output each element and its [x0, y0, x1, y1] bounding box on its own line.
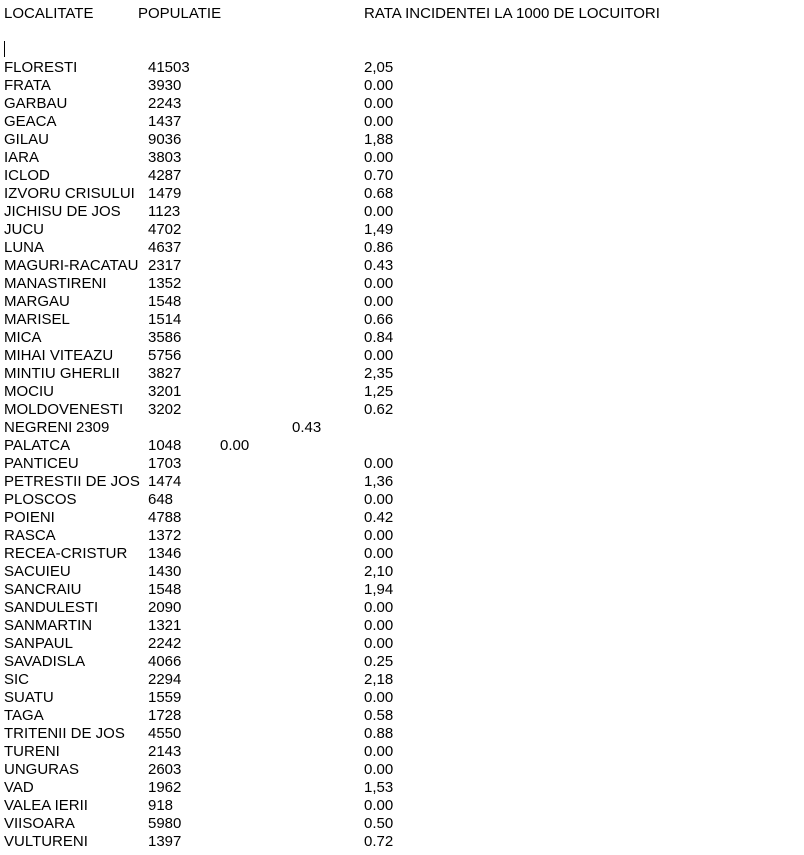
table-row [0, 797, 804, 815]
localitate-cell: IARA [4, 149, 40, 166]
rata-cell: 1,36 [364, 473, 394, 490]
localitate-cell: MICA [4, 329, 42, 346]
table-row [0, 401, 804, 419]
header-localitate: LOCALITATE [4, 5, 94, 22]
localitate-cell: SUATU [4, 689, 54, 706]
table-row [0, 635, 804, 653]
localitate-cell: MINTIU GHERLII [4, 365, 120, 382]
rata-cell: 0.00 [364, 293, 394, 310]
populatie-cell: 4287 [148, 167, 182, 184]
rata-cell: 0.00 [364, 797, 394, 814]
localitate-cell: VIISOARA [4, 815, 75, 832]
table-row [0, 311, 804, 329]
rata-cell: 0.00 [364, 635, 394, 652]
table-row [0, 779, 804, 797]
populatie-cell: 3827 [148, 365, 182, 382]
table-row [0, 833, 804, 851]
table-row [0, 347, 804, 365]
rata-cell: 0.62 [364, 401, 394, 418]
table-row [0, 59, 804, 77]
localitate-cell: SANCRAIU [4, 581, 82, 598]
populatie-cell: 648 [148, 491, 174, 508]
localitate-cell: JUCU [4, 221, 44, 238]
localitate-cell: MARGAU [4, 293, 70, 310]
table-row [0, 509, 804, 527]
localitate-cell: SIC [4, 671, 30, 688]
localitate-cell: SANMARTIN [4, 617, 93, 634]
populatie-cell: 9036 [148, 131, 182, 148]
rata-cell: 1,88 [364, 131, 394, 148]
text-cursor[interactable] [4, 41, 5, 57]
localitate-cell: SANDULESTI [4, 599, 99, 616]
populatie-cell: 2603 [148, 761, 182, 778]
populatie-cell: 1728 [148, 707, 182, 724]
populatie-cell: 5756 [148, 347, 182, 364]
populatie-cell: 2309 [76, 419, 110, 436]
rata-cell: 0.00 [364, 617, 394, 634]
rata-cell: 0.58 [364, 707, 394, 724]
table-row [0, 149, 804, 167]
table-row [0, 527, 804, 545]
table-row [0, 653, 804, 671]
populatie-cell: 2090 [148, 599, 182, 616]
localitate-cell: TAGA [4, 707, 44, 724]
localitate-cell: MANASTIRENI [4, 275, 107, 292]
populatie-cell: 1962 [148, 779, 182, 796]
rata-cell: 0.00 [364, 491, 394, 508]
populatie-cell: 3201 [148, 383, 182, 400]
localitate-cell: PLOSCOS [4, 491, 77, 508]
populatie-cell: 3803 [148, 149, 182, 166]
localitate-cell: GEACA [4, 113, 57, 130]
table-row [0, 725, 804, 743]
populatie-cell: 1474 [148, 473, 182, 490]
table-row [0, 275, 804, 293]
rata-cell: 0.00 [364, 455, 394, 472]
populatie-cell: 3586 [148, 329, 182, 346]
table-row [0, 581, 804, 599]
localitate-cell: MAGURI-RACATAU [4, 257, 139, 274]
table-row [0, 131, 804, 149]
header-rata-incidentei: RATA INCIDENTEI LA 1000 DE LOCUITORI [364, 5, 660, 22]
table-row [0, 239, 804, 257]
populatie-cell: 3202 [148, 401, 182, 418]
localitate-cell: VAD [4, 779, 34, 796]
rata-cell: 0.43 [292, 419, 322, 436]
populatie-cell: 2243 [148, 95, 182, 112]
populatie-cell: 4702 [148, 221, 182, 238]
rata-cell: 0.86 [364, 239, 394, 256]
table-row [0, 473, 804, 491]
localitate-cell: SACUIEU [4, 563, 71, 580]
populatie-cell: 4066 [148, 653, 182, 670]
rata-cell: 0.00 [364, 77, 394, 94]
rata-cell: 2,10 [364, 563, 394, 580]
populatie-cell: 2317 [148, 257, 182, 274]
rata-cell: 0.00 [364, 545, 394, 562]
populatie-cell: 1514 [148, 311, 182, 328]
localitate-cell: MIHAI VITEAZU [4, 347, 114, 364]
rata-cell: 0.43 [364, 257, 394, 274]
table-row [0, 743, 804, 761]
localitate-cell: UNGURAS [4, 761, 80, 778]
table-row [0, 203, 804, 221]
table-row [0, 113, 804, 131]
localitate-cell: GILAU [4, 131, 50, 148]
localitate-cell: VALEA IERII [4, 797, 88, 814]
rata-cell: 2,05 [364, 59, 394, 76]
table-row [0, 185, 804, 203]
table-row [0, 257, 804, 275]
table-row [0, 815, 804, 833]
table-row [0, 545, 804, 563]
populatie-cell: 1123 [148, 203, 181, 220]
table-row [0, 617, 804, 635]
populatie-cell: 1548 [148, 293, 182, 310]
table-row [0, 455, 804, 473]
localitate-cell: POIENI [4, 509, 55, 526]
populatie-cell: 5980 [148, 815, 182, 832]
populatie-cell: 4637 [148, 239, 182, 256]
rata-cell: 0.00 [364, 689, 394, 706]
table-row [0, 293, 804, 311]
table-row [0, 563, 804, 581]
rata-cell: 1,49 [364, 221, 394, 238]
populatie-cell: 1048 [148, 437, 182, 454]
rata-cell: 0.00 [364, 203, 394, 220]
populatie-cell: 2143 [148, 743, 182, 760]
rata-cell: 0.00 [364, 275, 394, 292]
rata-cell: 2,18 [364, 671, 394, 688]
rata-cell: 0.00 [364, 527, 394, 544]
rata-cell: 0.84 [364, 329, 394, 346]
localitate-cell: SANPAUL [4, 635, 73, 652]
rata-cell: 0.00 [364, 113, 394, 130]
populatie-cell: 41503 [148, 59, 190, 76]
rata-cell: 0.00 [364, 347, 394, 364]
populatie-cell: 4550 [148, 725, 182, 742]
rata-cell: 0.00 [364, 761, 394, 778]
localitate-cell: FLORESTI [4, 59, 78, 76]
populatie-cell: 1479 [148, 185, 182, 202]
localitate-cell: ICLOD [4, 167, 50, 184]
populatie-cell: 2294 [148, 671, 182, 688]
rata-cell: 2,35 [364, 365, 394, 382]
localitate-cell: MARISEL [4, 311, 70, 328]
data-table [0, 59, 804, 851]
localitate-cell: JICHISU DE JOS [4, 203, 121, 220]
localitate-cell: PALATCA [4, 437, 71, 454]
table-row [0, 671, 804, 689]
populatie-cell: 3930 [148, 77, 182, 94]
populatie-cell: 1352 [148, 275, 182, 292]
rata-cell: 0.72 [364, 833, 394, 850]
populatie-cell: 1559 [148, 689, 182, 706]
localitate-cell: RECEA-CRISTUR [4, 545, 128, 562]
localitate-cell: GARBAU [4, 95, 68, 112]
localitate-cell: RASCA [4, 527, 56, 544]
table-row [0, 221, 804, 239]
rata-cell: 0.00 [364, 95, 394, 112]
table-row [0, 329, 804, 347]
localitate-cell: TURENI [4, 743, 60, 760]
populatie-cell: 1321 [148, 617, 182, 634]
populatie-cell: 4788 [148, 509, 182, 526]
populatie-cell: 1703 [148, 455, 182, 472]
populatie-cell: 1397 [148, 833, 182, 850]
localitate-cell: IZVORU CRISULUI [4, 185, 135, 202]
rata-cell: 0.68 [364, 185, 394, 202]
localitate-cell: MOLDOVENESTI [4, 401, 124, 418]
header-populatie: POPULATIE [138, 5, 222, 22]
table-row [0, 491, 804, 509]
rata-cell: 0.66 [364, 311, 394, 328]
rata-cell: 0.00 [364, 149, 394, 166]
localitate-cell: FRATA [4, 77, 51, 94]
rata-cell: 0.70 [364, 167, 394, 184]
rata-cell: 0.00 [364, 599, 394, 616]
rata-cell: 0.42 [364, 509, 394, 526]
localitate-cell: PETRESTII DE JOS [4, 473, 140, 490]
table-row [0, 167, 804, 185]
localitate-cell: VULTURENI [4, 833, 88, 850]
localitate-cell: MOCIU [4, 383, 54, 400]
localitate-cell: LUNA [4, 239, 45, 256]
table-row [0, 365, 804, 383]
table-row [0, 95, 804, 113]
table-row [0, 437, 804, 455]
rata-cell: 0.00 [364, 743, 394, 760]
table-row [0, 599, 804, 617]
populatie-cell: 918 [148, 797, 174, 814]
table-row [0, 689, 804, 707]
localitate-cell: PANTICEU [4, 455, 79, 472]
populatie-cell: 1548 [148, 581, 182, 598]
table-row [0, 77, 804, 95]
table-row [0, 761, 804, 779]
populatie-cell: 1372 [148, 527, 182, 544]
rata-cell: 0.00 [220, 437, 250, 454]
rata-cell: 0.25 [364, 653, 394, 670]
rata-cell: 1,53 [364, 779, 394, 796]
populatie-cell: 2242 [148, 635, 182, 652]
rata-cell: 1,25 [364, 383, 394, 400]
table-row [0, 419, 804, 437]
rata-cell: 0.88 [364, 725, 394, 742]
populatie-cell: 1430 [148, 563, 182, 580]
populatie-cell: 1346 [148, 545, 182, 562]
localitate-cell: TRITENII DE JOS [4, 725, 125, 742]
rata-cell: 1,94 [364, 581, 394, 598]
localitate-cell: NEGRENI [4, 419, 73, 436]
table-row [0, 707, 804, 725]
table-row [0, 383, 804, 401]
populatie-cell: 1437 [148, 113, 182, 130]
localitate-cell: SAVADISLA [4, 653, 86, 670]
rata-cell: 0.50 [364, 815, 394, 832]
